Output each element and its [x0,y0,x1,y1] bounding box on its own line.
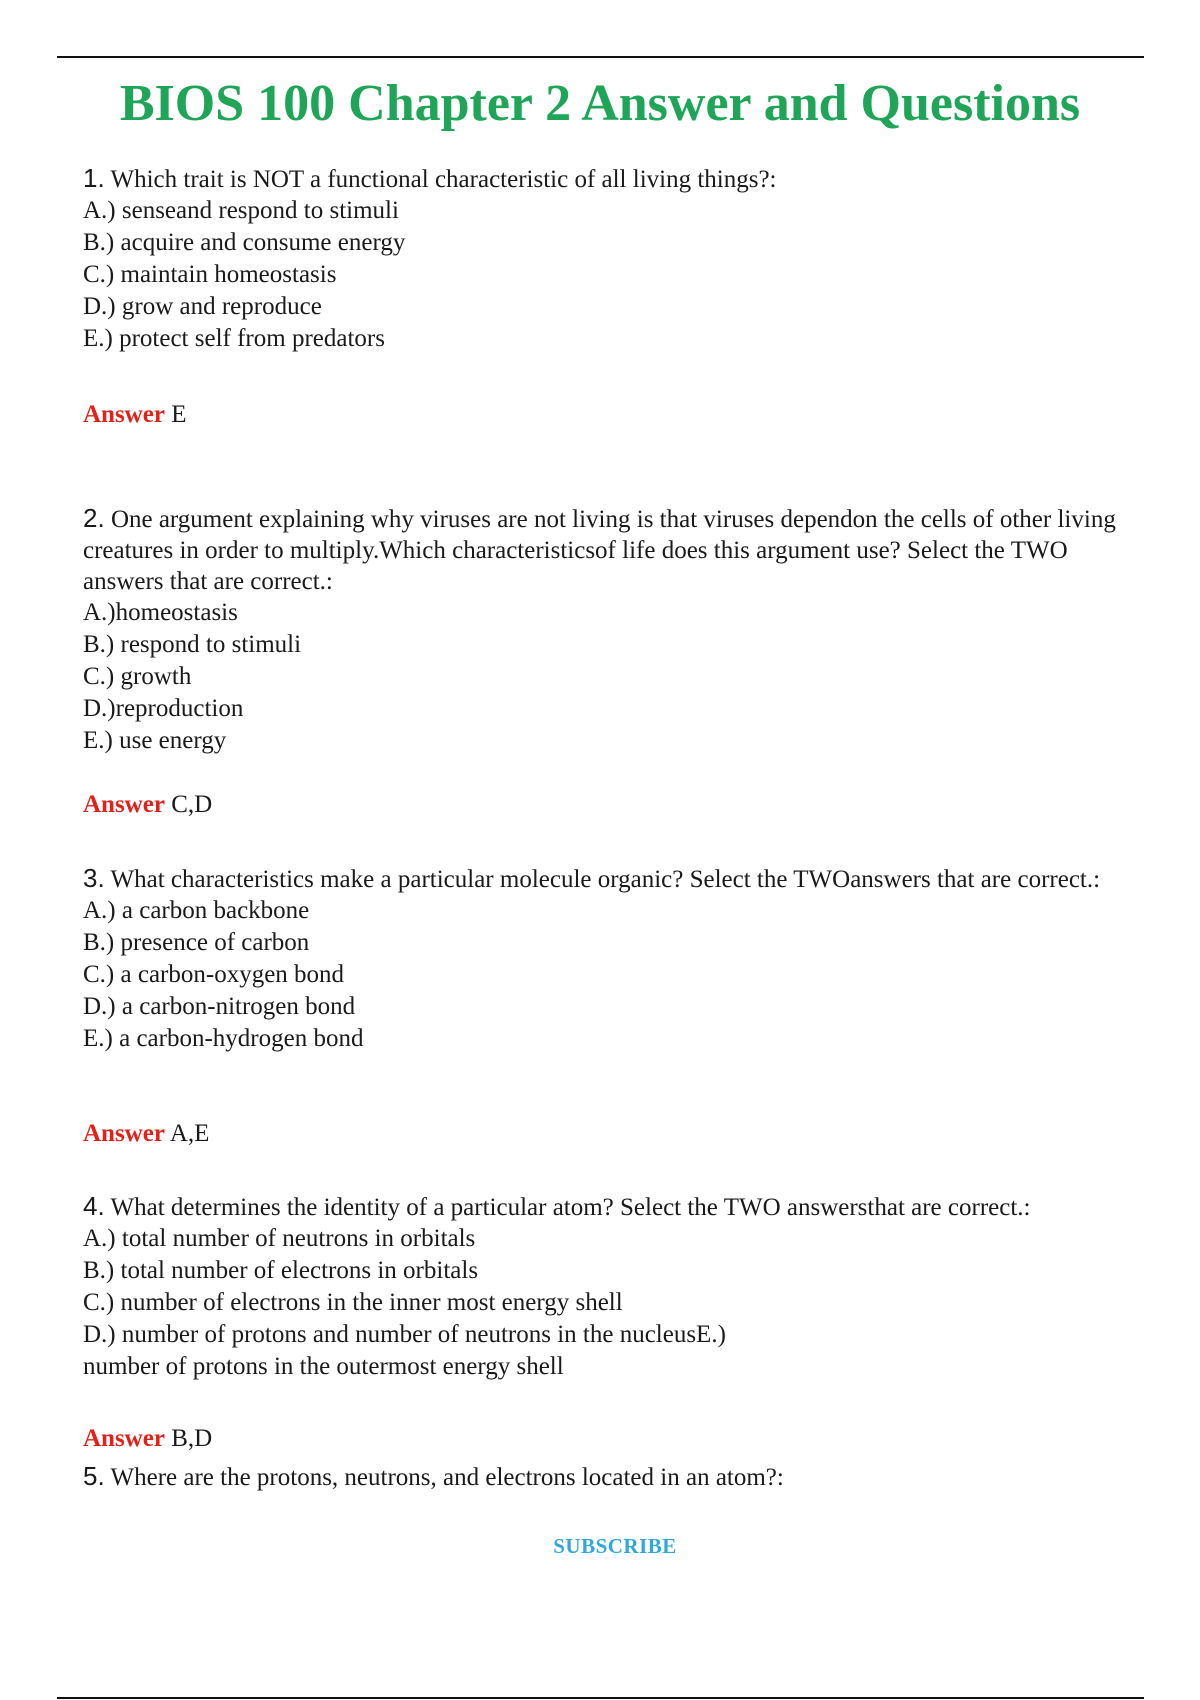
answer-value: C,D [171,791,213,818]
answer-4 [83,1423,212,1455]
option-list [83,1223,1163,1383]
option-list [83,195,1143,355]
question-number: 5. [83,1461,105,1491]
option-list [83,597,1143,757]
question-4 [83,1191,1163,1383]
answer-3 [83,1118,209,1150]
question-prompt: Where are the protons, neutrons, and electrons located in an atom?: [110,1464,784,1491]
option-b: B.) presence of carbon [83,929,310,956]
option-c: C.) maintain homeostasis [83,261,337,288]
option-b: B.) acquire and consume energy [83,229,406,256]
question-prompt: Which trait is NOT a functional characteristic of all living things?: [110,166,777,193]
question-1 [83,163,1143,355]
question-5 [83,1461,1143,1493]
option-c: C.) a carbon-oxygen bond [83,961,345,988]
option-list [83,895,1143,1055]
question-text [83,1461,1143,1493]
question-prompt: What determines the identity of a particular atom? Select the TWO answersthat are correct.: [110,1194,1031,1221]
answer-label: Answer [83,1425,165,1452]
option-c: C.) growth [83,663,192,690]
answer-value: E [171,401,187,428]
option-e: E.) use energy [83,727,227,754]
option-a: A.)homeostasis [83,599,238,626]
question-prompt: One argument explaining why viruses are not living is that viruses dependon the cells of other living creatures in order to multiply.Which characteristicsof life does this argument use? Select the TWO answers that are correct.: [83,506,1116,595]
answer-label: Answer [83,401,165,428]
question-number: 1. [83,163,105,193]
option-d: D.) number of protons and number of neutrons in the nucleusE.) [83,1321,726,1348]
question-number: 3. [83,863,105,893]
document-title: BIOS 100 Chapter 2 Answer and Questions [119,75,1081,132]
top-rule [57,56,1144,58]
question-text [83,863,1143,895]
answer-label: Answer [83,791,165,818]
option-a: A.) total number of neutrons in orbitals [83,1225,476,1252]
question-2 [83,503,1143,757]
option-b: B.) respond to stimuli [83,631,302,658]
question-prompt: What characteristics make a particular molecule organic? Select the TWOanswers that are correct.: [110,866,1101,893]
question-text [83,1191,1163,1223]
answer-label: Answer [83,1120,165,1147]
option-a: A.) senseand respond to stimuli [83,197,399,224]
question-text [83,503,1143,597]
option-e: E.) a carbon-hydrogen bond [83,1025,364,1052]
answer-1 [83,399,186,431]
question-number: 2. [83,503,105,533]
option-a: A.) a carbon backbone [83,897,310,924]
option-e: E.) protect self from predators [83,325,385,352]
bottom-rule [57,1697,1144,1699]
answer-value: A,E [169,1120,210,1147]
option-e: number of protons in the outermost energy shell [83,1353,564,1380]
answer-value: B,D [171,1425,213,1452]
question-number: 4. [83,1191,105,1221]
option-d: D.)reproduction [83,695,244,722]
question-3 [83,863,1143,1055]
answer-2 [83,789,212,821]
option-c: C.) number of electrons in the inner most energy shell [83,1289,623,1316]
subscribe-link[interactable]: SUBSCRIBE [553,1534,677,1558]
option-b: B.) total number of electrons in orbitals [83,1257,479,1284]
question-text [83,163,1143,195]
option-d: D.) grow and reproduce [83,293,322,320]
option-d: D.) a carbon-nitrogen bond [83,993,356,1020]
